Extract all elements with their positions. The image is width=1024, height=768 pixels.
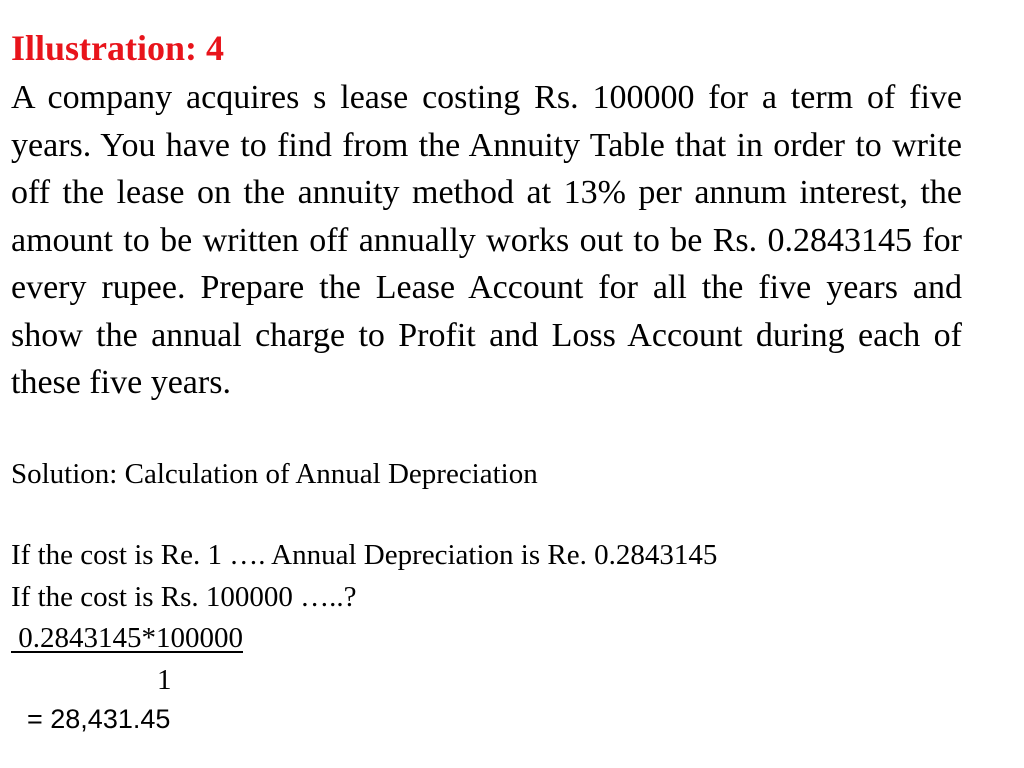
calculation-line-1: If the cost is Re. 1 …. Annual Depreciation is Re. 0.2843145 [11, 539, 718, 571]
solution-heading: Solution: Calculation of Annual Depreciation [11, 458, 538, 490]
problem-statement: A company acquires s lease costing Rs. 100000 for a term of five years. You have to find from the Annuity Table that in order to write off the lease on the annuity method at 13% per annum interest, the amount to be written off annually works out to be Rs. 0.2843145 for every rupee. Prepare the Lease Account for all the five years and show the annual charge to Profit and Loss Account during each of these five years. [11, 79, 962, 401]
calculation-line-2: If the cost is Rs. 100000 …..? [11, 581, 357, 613]
calculation-result: = 28,431.45 [27, 704, 171, 734]
fraction-denominator: 1 [157, 664, 172, 696]
slide-title: Illustration: 4 [11, 28, 225, 68]
fraction-numerator: 0.2843145*100000 [11, 622, 243, 654]
